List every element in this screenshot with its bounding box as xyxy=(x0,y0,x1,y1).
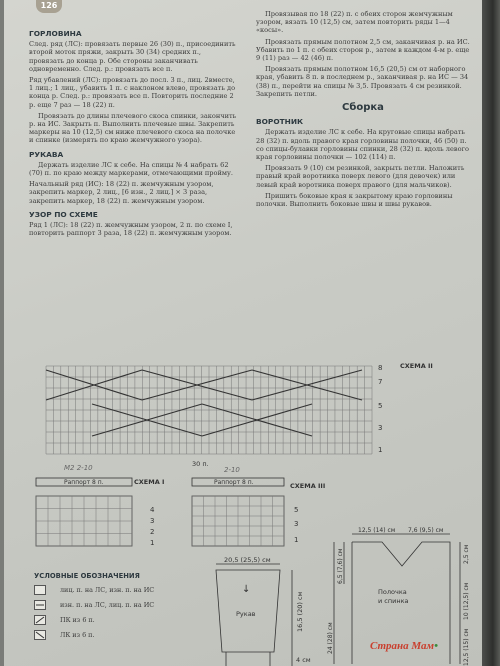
left-cable-icon xyxy=(34,630,46,640)
scheme-3-chart xyxy=(190,462,340,552)
top-left-width: 12,5 (14) см xyxy=(358,527,396,534)
top-mid-width: 7,6 (9,5) см xyxy=(408,527,444,534)
row-number: 3 xyxy=(378,424,383,432)
right-paragraph-2: Провязать прямым полотном 2,5 см, заканчивая р. на ИС. Убавить по 1 п. с обеих сторон р., затем в каждом 4-м р. еще 9 (11) раз — 42 (46) п. xyxy=(256,37,470,63)
pattern-paragraph-1: Ряд 1 (ЛС): 18 (22) п. жемчужным узором, 2 п. по схеме I, повторить раппорт 3 раза, 18 (22) п. жемчужным узором. xyxy=(29,221,233,238)
right-paragraph-1: Провязывая по 18 (22) п. с обеих сторон жемчужным узором, вязать 10 (12,5) см, затем повторить ряды 1—4 «косы». xyxy=(256,10,453,35)
collar-paragraph-1: Держать изделие ЛС к себе. На круговые спицы набрать 28 (32) п. вдоль правого края горловины полочки, 46 (50) п. со спицы-булавки горловины спинки, 28 (32) п. вдоль левого края горловины полочки — 102 (114) п. xyxy=(256,128,470,162)
legend xyxy=(34,572,204,642)
body-label-line-1: Полочка xyxy=(378,588,407,596)
sleeve-height: 16,5 (20) см xyxy=(296,591,304,632)
sleeves-paragraph-1: Держать изделие ЛС к себе. На спицы № 4 набрать 62 (70) п. по краю между маркерами, отмечающими пройму. xyxy=(29,160,234,178)
right-paragraph-3: Провязать прямым полотном 16,5 (20,5) см от наборного края, убавить 8 п. в последнем р., заканчивая р. на ИС — 34 (38) п., перейти на спицы № 3,5. Провязать 4 см резинкой. Закрепить петли. xyxy=(256,65,469,98)
row-number: 5 xyxy=(378,402,383,410)
row-number: 7 xyxy=(378,378,383,386)
row-number: 1 xyxy=(378,446,383,454)
legend-item: изн. п. на ЛС, лиц. п. на ИС xyxy=(34,597,204,612)
scheme-3-label: СХЕМА III xyxy=(290,482,326,490)
row-number: 4 xyxy=(150,506,155,514)
right-cable-icon xyxy=(34,615,46,625)
right-column xyxy=(256,10,470,211)
row-number: 1 xyxy=(294,536,299,544)
neck-paragraph-3: Провязать до длины плечевого скоса спинки, закончить р. на ИС. Закрыть п. Выполнить плечевые швы. Закрепить маркеры на 10 (12,5) см ниже плечевого скоса на полочке и спинке (измерять по краю жемчужного узора). xyxy=(29,111,237,145)
handwritten-note: 2-10 xyxy=(224,466,240,474)
neck-paragraph-1: След. ряд (ЛС): провязать первые 26 (30) п., присоединить второй моток пряжи, закрыть 30 (34) средних п., провязать до конца р. Обе стороны заканчивать одновременно. След. р.: провязать все п. xyxy=(29,40,236,73)
side-length: 12,5 (15) см xyxy=(463,628,470,666)
collar-paragraph-2: Провязать 9 (10) см резинкой, закрыть петли. Наложить правый край воротника поверх левого (для девочек) или левый край воротника поверх правого (для мальчиков). xyxy=(256,164,465,189)
body-label-line-2: и спинка xyxy=(378,597,409,605)
legend-item: лиц. п. на ЛС, изн. п. на ИС xyxy=(34,582,204,597)
scheme-1-label: СХЕМА I xyxy=(134,478,164,486)
rapport-label: Раппорт 8 п. xyxy=(214,479,254,486)
row-number: 3 xyxy=(150,517,155,525)
sleeves-paragraph-2: Начальный ряд (ИС): 18 (22) п. жемчужным узором, закрепить маркер, 2 лиц., [6 изн., 2 лиц.] × 3 раза, закрепить маркер, 18 (22) п. жемчужным узором. xyxy=(29,180,214,205)
scheme-2-label: СХЕМА II xyxy=(400,362,433,370)
book-spine xyxy=(482,0,500,666)
collar-heading: ВОРОТНИК xyxy=(256,117,304,127)
legend-item: ЛК из 6 п. xyxy=(34,627,204,642)
legend-item: ПК из 6 п. xyxy=(34,612,204,627)
row-number: 1 xyxy=(150,539,155,547)
armhole-depth: 10 (12,5) см xyxy=(463,582,470,620)
knit-symbol-icon xyxy=(34,585,46,595)
collar-paragraph-3: Пришить боковые края к закрытому краю горловины полочки. Выполнить боковые швы и швы рукавов. xyxy=(256,191,453,209)
purl-symbol-icon xyxy=(34,600,46,610)
left-column xyxy=(29,30,237,240)
row-number: 2 xyxy=(150,528,155,536)
cuff-height: 4 см xyxy=(296,656,311,664)
stitch-count-label: 30 п. xyxy=(192,460,209,468)
site-watermark: Страна Мам• xyxy=(370,640,438,652)
assembly-heading: Сборка xyxy=(342,102,384,114)
scheme-2-chart xyxy=(32,356,452,468)
book-page xyxy=(4,0,482,666)
sleeve-diagram xyxy=(208,556,320,666)
row-number: 3 xyxy=(294,520,299,528)
neck-paragraph-2: Ряд убавлений (ЛС): провязать до посл. 3 п., лиц. 2вместе, 1 лиц.; 1 лиц., убавить 1 п. с наклоном влево, провязать до конца р. След. р.: провязать все п. Повторить последние 2 р. еще 7 раз — 18 (22) п. xyxy=(29,76,236,109)
sleeves-heading: РУКАВА xyxy=(29,149,64,159)
shoulder-drop: 2,5 см xyxy=(463,544,470,564)
sleeve-label: Рукав xyxy=(236,610,256,618)
rapport-label: Раппорт 8 п. xyxy=(64,479,104,486)
row-number: 5 xyxy=(294,506,299,514)
sleeve-top-width: 20,5 (25,5) см xyxy=(224,556,271,564)
scheme-1-chart xyxy=(34,460,164,550)
handwritten-note: М2 2-10 xyxy=(64,464,93,472)
arrow-down-icon: ↓ xyxy=(242,584,251,595)
body-length: 24 (28) см xyxy=(327,622,334,654)
row-number: 8 xyxy=(378,364,383,372)
pattern-heading: УЗОР ПО СХЕМЕ xyxy=(29,209,98,219)
legend-title: УСЛОВНЫЕ ОБОЗНАЧЕНИЯ xyxy=(34,572,140,580)
neck-heading: ГОРЛОВИНА xyxy=(29,29,82,38)
page-number: 126 xyxy=(36,0,62,13)
neck-depth: 6,5 (7,6) см xyxy=(337,548,344,584)
